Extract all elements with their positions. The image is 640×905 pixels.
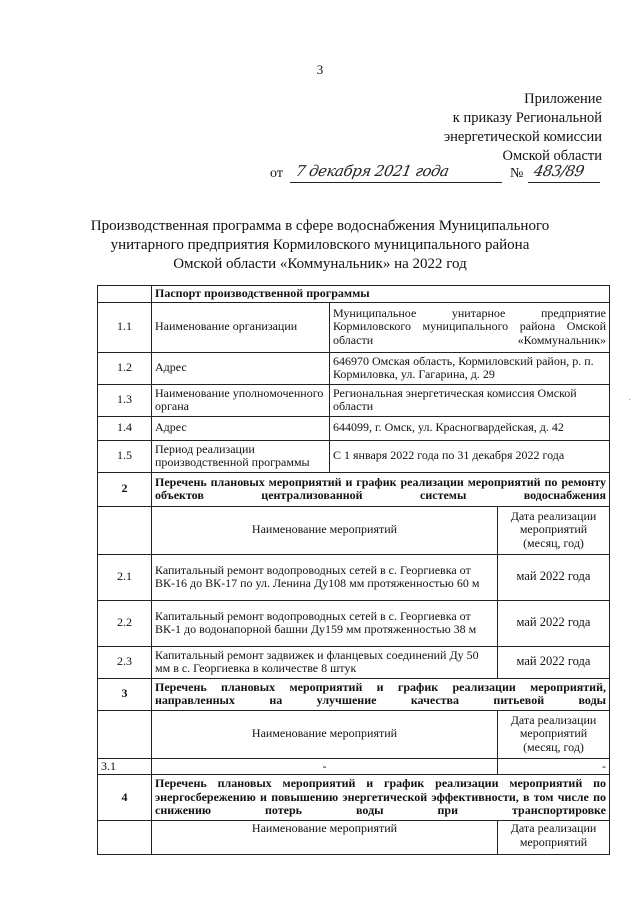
empty-cell xyxy=(98,286,152,303)
page-number: 3 xyxy=(316,62,324,77)
column-header-row xyxy=(98,506,610,554)
row-value: Региональная энергетическая комиссия Омской области xyxy=(330,384,610,416)
activity-date: май 2022 года xyxy=(498,600,610,646)
order-from-label: от xyxy=(270,166,283,181)
activity-name: Капитальный ремонт водопроводных сетей в с. Георгиевка от ВК-1 до водонапорной башни Ду159 мм протяженностью 38 м xyxy=(152,600,498,646)
row-number: 1.2 xyxy=(98,352,152,384)
activity-name: Капитальный ремонт задвижек и фланцевых соединений Ду 50 мм в с. Георгиевка в количестве 8 штук xyxy=(152,646,498,678)
section-number: 4 xyxy=(98,775,152,821)
row-label: Наименование уполномоченного органа xyxy=(152,384,330,416)
row-value: С 1 января 2022 года по 31 декабря 2022 года xyxy=(330,440,610,472)
row-label: Адрес xyxy=(152,416,330,440)
row-label: Наименование организации xyxy=(152,302,330,352)
table-row xyxy=(98,554,610,600)
order-line xyxy=(270,160,606,186)
row-number: 1.1 xyxy=(98,302,152,352)
column-header-name: Наименование мероприятий xyxy=(152,710,498,758)
column-header-row xyxy=(98,821,610,855)
handwritten-date: 7 декабря 2021 года xyxy=(294,162,451,180)
section-title: Перечень плановых мероприятий и график реализации мероприятий, направленных на улучшение качества питьевой воды xyxy=(152,678,610,710)
title-line: унитарного предприятия Кормиловского муниципального района xyxy=(110,237,530,253)
row-number: 3.1 xyxy=(98,758,152,775)
row-value: Муниципальное унитарное предприятие Кормиловского муниципального района Омской области «Коммунальник» xyxy=(330,302,610,352)
row-number: 1.5 xyxy=(98,440,152,472)
row-number: 1.4 xyxy=(98,416,152,440)
section-header-row xyxy=(98,775,610,821)
activity-date: май 2022 года xyxy=(498,646,610,678)
passport-header: Паспорт производственной программы xyxy=(152,286,610,303)
passport-header-row xyxy=(98,286,610,303)
production-program-table xyxy=(97,285,610,855)
table-row xyxy=(98,416,610,440)
row-number: 2.1 xyxy=(98,554,152,600)
row-label: Адрес xyxy=(152,352,330,384)
appendix-line: к приказу Региональной xyxy=(452,110,602,126)
title-line: Производственная программа в сфере водоснабжения Муниципального xyxy=(90,218,550,234)
date-underline xyxy=(290,182,502,183)
appendix-line: Приложение xyxy=(524,91,602,107)
row-number: 1.3 xyxy=(98,384,152,416)
section-header-row xyxy=(98,472,610,506)
row-value: 644099, г. Омск, ул. Красногвардейская, д. 42 xyxy=(330,416,610,440)
table-row xyxy=(98,646,610,678)
row-number: 2.2 xyxy=(98,600,152,646)
row-number: 2.3 xyxy=(98,646,152,678)
document-title xyxy=(60,217,580,274)
section-number: 3 xyxy=(98,678,152,710)
column-header-name: Наименование мероприятий xyxy=(152,506,498,554)
table-row xyxy=(98,352,610,384)
appendix-line: энергетической комиссии xyxy=(443,129,602,145)
column-header-row xyxy=(98,710,610,758)
section-title: Перечень плановых мероприятий и график реализации мероприятий по энергосбережению и повышению энергетической эффективности, в том числе по снижению потерь воды при транспортировке xyxy=(152,775,610,821)
activity-date: май 2022 года xyxy=(498,554,610,600)
table-row xyxy=(98,302,610,352)
empty-cell xyxy=(98,821,152,855)
margin-mark: · xyxy=(628,395,632,406)
number-underline xyxy=(528,182,600,183)
handwritten-number: 483/89 xyxy=(532,162,586,180)
table-row xyxy=(98,758,610,775)
order-number-label: № xyxy=(510,166,524,181)
activity-name: - xyxy=(152,758,498,775)
column-header-date: Дата реализации мероприятий xyxy=(498,821,610,855)
column-header-date: Дата реализации мероприятий (месяц, год) xyxy=(498,506,610,554)
column-header-name: Наименование мероприятий xyxy=(152,821,498,855)
title-line: Омской области «Коммунальник» на 2022 год xyxy=(173,256,467,272)
table-row xyxy=(98,384,610,416)
table-row xyxy=(98,440,610,472)
appendix-line: Омской области xyxy=(502,148,602,164)
empty-cell xyxy=(98,506,152,554)
empty-cell xyxy=(98,710,152,758)
column-header-date: Дата реализации мероприятий (месяц, год) xyxy=(498,710,610,758)
activity-date: - xyxy=(498,758,610,775)
row-value: 646970 Омская область, Кормиловский район, р. п. Кормиловка, ул. Гагарина, д. 29 xyxy=(330,352,610,384)
table-row xyxy=(98,600,610,646)
activity-name: Капитальный ремонт водопроводных сетей в с. Георгиевка от ВК-16 до ВК-17 по ул. Ленина Ду108 мм протяженностью 60 м xyxy=(152,554,498,600)
section-header-row xyxy=(98,678,610,710)
section-title: Перечень плановых мероприятий и график реализации мероприятий по ремонту объектов централизованной системы водоснабжения xyxy=(152,472,610,506)
row-label: Период реализации производственной программы xyxy=(152,440,330,472)
appendix-block xyxy=(444,90,602,166)
section-number: 2 xyxy=(98,472,152,506)
